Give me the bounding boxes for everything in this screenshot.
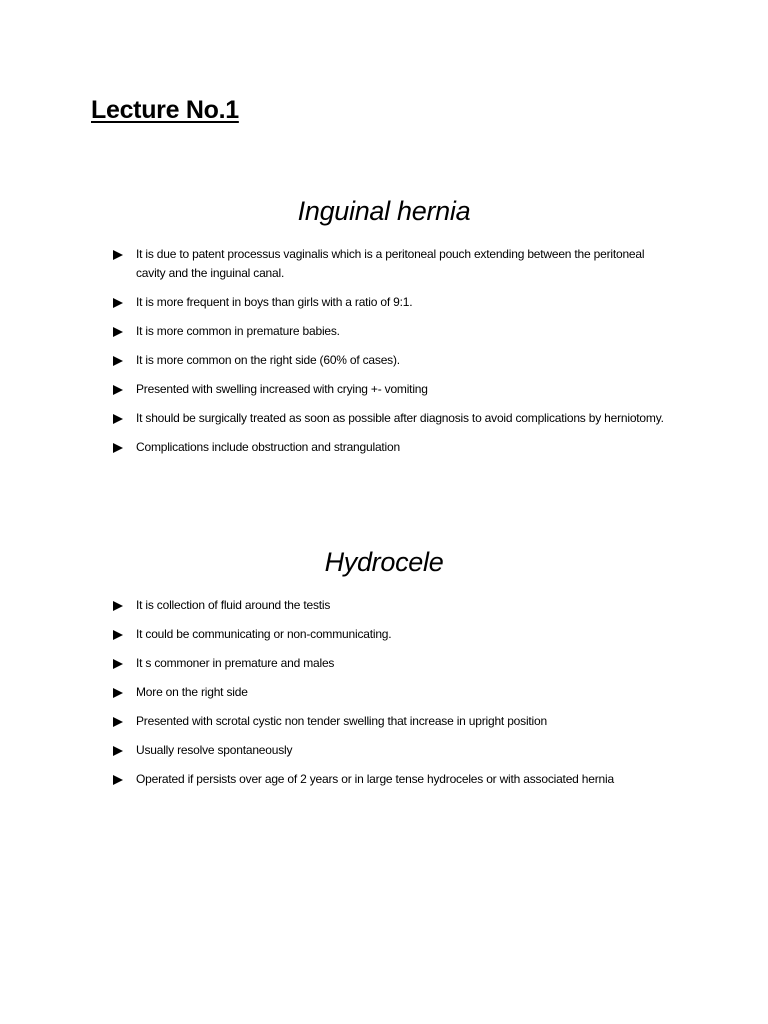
list-item	[112, 322, 672, 341]
list-item-text: It s commoner in premature and males	[136, 656, 335, 670]
hydrocele-list	[112, 596, 672, 799]
list-item	[112, 712, 672, 731]
list-item-text: It is more frequent in boys than girls with a ratio of 9:1.	[136, 295, 413, 309]
right-triangle-bullet-icon	[113, 630, 123, 640]
list-item-text: It is more common on the right side (60% of cases).	[136, 353, 400, 367]
list-item-text: It is more common in premature babies.	[136, 324, 340, 338]
inguinal-hernia-list	[112, 245, 672, 467]
right-triangle-bullet-icon	[113, 659, 123, 669]
list-item	[112, 438, 672, 457]
list-item	[112, 770, 672, 789]
list-item	[112, 293, 672, 312]
list-item	[112, 596, 672, 615]
list-item-text: Presented with swelling increased with crying +- vomiting	[136, 382, 428, 396]
list-item-text: It is due to patent processus vaginalis which is a peritoneal pouch extending between the peritoneal cavity and the inguinal canal.	[136, 247, 645, 280]
list-item-text: It could be communicating or non-communicating.	[136, 627, 392, 641]
list-item-text: Operated if persists over age of 2 years or in large tense hydroceles or with associated hernia	[136, 772, 614, 786]
right-triangle-bullet-icon	[113, 443, 123, 453]
section-heading-hydrocele: Hydrocele	[324, 547, 444, 577]
list-item-text: Usually resolve spontaneously	[136, 743, 293, 757]
right-triangle-bullet-icon	[113, 250, 123, 260]
right-triangle-bullet-icon	[113, 775, 123, 785]
list-item-text: It is collection of fluid around the testis	[136, 598, 331, 612]
right-triangle-bullet-icon	[113, 601, 123, 611]
list-item	[112, 351, 672, 370]
list-item	[112, 683, 672, 702]
section-heading-inguinal-hernia: Inguinal hernia	[297, 196, 471, 226]
right-triangle-bullet-icon	[113, 746, 123, 756]
list-item	[112, 654, 672, 673]
list-item-text: Complications include obstruction and strangulation	[136, 440, 400, 454]
list-item	[112, 409, 672, 428]
right-triangle-bullet-icon	[113, 385, 123, 395]
lecture-title: Lecture No.1	[91, 96, 239, 124]
list-item	[112, 625, 672, 644]
list-item	[112, 380, 672, 399]
list-item-text: It should be surgically treated as soon as possible after diagnosis to avoid complications by herniotomy.	[136, 411, 664, 425]
right-triangle-bullet-icon	[113, 298, 123, 308]
right-triangle-bullet-icon	[113, 414, 123, 424]
right-triangle-bullet-icon	[113, 717, 123, 727]
right-triangle-bullet-icon	[113, 356, 123, 366]
right-triangle-bullet-icon	[113, 327, 123, 337]
list-item	[112, 741, 672, 760]
right-triangle-bullet-icon	[113, 688, 123, 698]
list-item-text: More on the right side	[136, 685, 248, 699]
list-item	[112, 245, 672, 283]
list-item-text: Presented with scrotal cystic non tender swelling that increase in upright position	[136, 714, 547, 728]
